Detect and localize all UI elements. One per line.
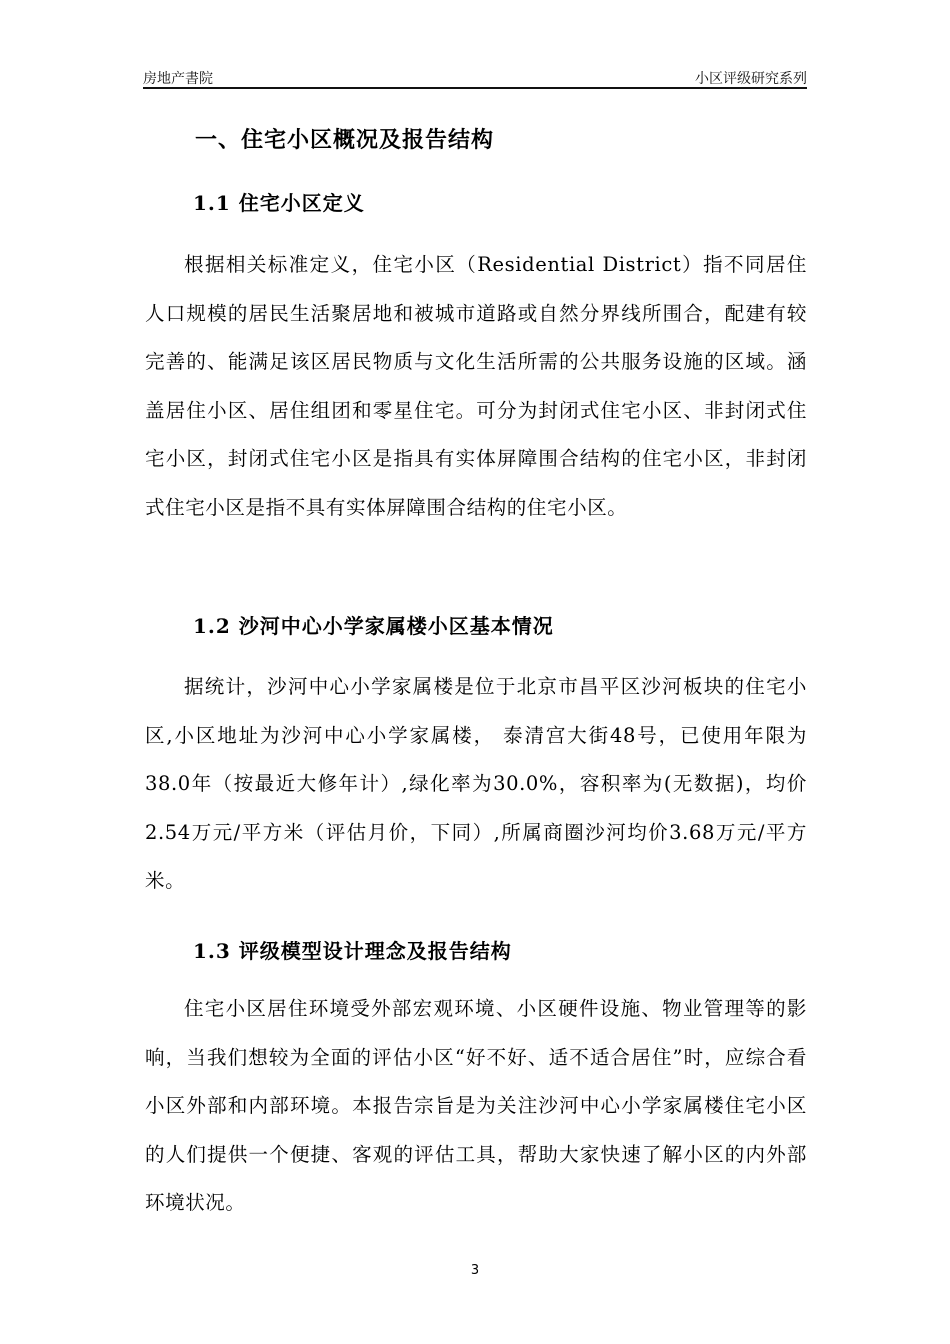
paragraph-definition: 根据相关标准定义，住宅小区（Residential District）指不同居住人口规模的居民生活聚居地和被城市道路或自然分界线所围合，配建有较完善的、能满足该区居民物质与文化生活所需的公共服务设施的区域。涵盖居住小区、居住组团和零星住宅。可分为封闭式住宅小区、非封闭式住宅小区，封闭式住宅小区是指具有实体屏障围合结构的住宅小区，非封闭式住宅小区是指不具有实体屏障围合结构的住宅小区。 xyxy=(145,253,807,519)
header-series-title: 小区评级研究系列 xyxy=(695,71,807,87)
header-publisher: 房地产書院 xyxy=(143,71,213,87)
header-divider xyxy=(143,87,807,89)
section-title: 一、住宅小区概况及报告结构 xyxy=(195,127,495,153)
subsection-title-1-2: 1.2 沙河中心小学家属楼小区基本情况 xyxy=(193,614,554,638)
paragraph-basic-info: 据统计，沙河中心小学家属楼是位于北京市昌平区沙河板块的住宅小区,小区地址为沙河中心小学家属楼， 泰清宫大街48号，已使用年限为38.0年（按最近大修年计）,绿化率为30.0%，容积率为(无数据)，均价2.54万元/平方米（评估月价，下同）,所属商圈沙河均价3.68万元/平方米。 xyxy=(145,675,807,892)
paragraph-model-design: 住宅小区居住环境受外部宏观环境、小区硬件设施、物业管理等的影响，当我们想较为全面的评估小区“好不好、适不适合居住”时，应综合看小区外部和内部环境。本报告宗旨是为关注沙河中心小学家属楼住宅小区的人们提供一个便捷、客观的评估工具，帮助大家快速了解小区的内外部环境状况。 xyxy=(145,997,807,1214)
page-number: 3 xyxy=(470,1263,480,1278)
subsection-title-1-1: 1.1 住宅小区定义 xyxy=(193,191,365,215)
page-header xyxy=(143,66,807,88)
subsection-title-1-3: 1.3 评级模型设计理念及报告结构 xyxy=(193,939,512,963)
